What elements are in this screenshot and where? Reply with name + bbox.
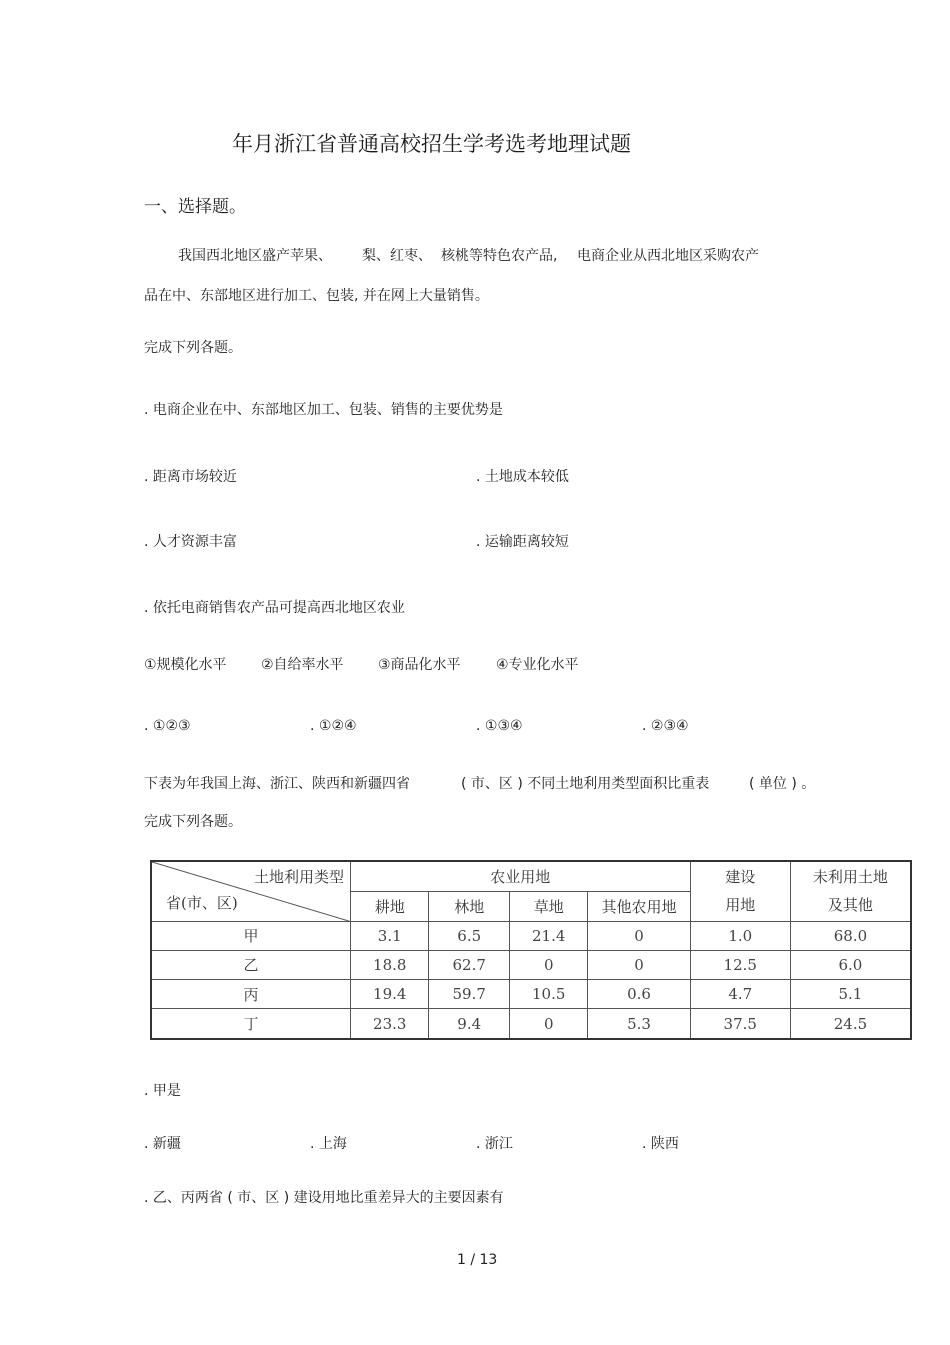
q2-option-a: . ①②③: [144, 718, 191, 734]
corner-top-label: 土地利用类型: [253, 868, 344, 886]
cell-value: 6.5: [429, 921, 509, 950]
cell-value: 12.5: [690, 950, 790, 979]
cell-value: 59.7: [429, 980, 509, 1009]
page-title: 年月浙江省普通高校招生学考选考地理试题: [232, 132, 631, 156]
cell-value: 0: [588, 921, 690, 950]
cell-value: 9.4: [429, 1009, 509, 1039]
row-name: 丙: [151, 980, 350, 1009]
cell-value: 6.0: [790, 950, 911, 979]
q1-option-a: . 距离市场较近: [144, 469, 237, 485]
table-row: [151, 1009, 911, 1039]
cell-value: 5.3: [588, 1009, 690, 1039]
cell-value: 23.3: [350, 1009, 429, 1039]
q2-item-1: ①规模化水平: [144, 657, 227, 673]
table-corner-header: [151, 861, 350, 921]
table-row: [151, 950, 911, 979]
cell-value: 68.0: [790, 921, 911, 950]
header-construction-line2: 用地: [725, 896, 756, 915]
header-construction-line1: 建设: [725, 868, 756, 887]
header-arable: 耕地: [350, 891, 429, 921]
q1-stem: . 电商企业在中、东部地区加工、包装、销售的主要优势是: [144, 402, 503, 418]
section-heading: 一、选择题。: [144, 197, 246, 217]
header-unused-line2: 及其他: [827, 896, 873, 915]
table-row: [151, 921, 911, 950]
header-unused-line1: 未利用土地: [812, 868, 888, 887]
table-intro-part3: ( 单位 ) 。: [749, 776, 816, 792]
q3-stem: . 甲是: [144, 1083, 181, 1099]
intro-line1-part3: 核桃等特色农产品,: [441, 248, 558, 264]
row-name: 乙: [151, 950, 350, 979]
cell-value: 3.1: [350, 921, 429, 950]
q2-option-c: . ①③④: [476, 718, 523, 734]
header-other-agri: 其他农用地: [588, 891, 690, 921]
cell-value: 62.7: [429, 950, 509, 979]
q3-option-c: . 浙江: [476, 1136, 513, 1152]
row-name: 丁: [151, 1009, 350, 1039]
land-use-table: [150, 860, 912, 1040]
cell-value: 19.4: [350, 980, 429, 1009]
q2-item-3: ③商品化水平: [378, 657, 461, 673]
cell-value: 10.5: [509, 980, 588, 1009]
cell-value: 0.6: [588, 980, 690, 1009]
corner-bottom-label: 省(市、区): [166, 893, 238, 912]
cell-value: 5.1: [790, 980, 911, 1009]
cell-value: 1.0: [690, 921, 790, 950]
q1-option-d: . 运输距离较短: [476, 534, 569, 550]
cell-value: 37.5: [690, 1009, 790, 1039]
q2-option-d: . ②③④: [642, 718, 689, 734]
cell-value: 0: [509, 1009, 588, 1039]
cell-value: 18.8: [350, 950, 429, 979]
q3-option-d: . 陕西: [642, 1136, 679, 1152]
cell-value: 0: [509, 950, 588, 979]
cell-value: 24.5: [790, 1009, 911, 1039]
intro-line1-part2: 梨、红枣、: [362, 248, 432, 264]
header-construction-land: [690, 861, 790, 921]
intro-line1-part1: 我国西北地区盛产苹果、: [178, 248, 332, 264]
table-row: [151, 980, 911, 1009]
q2-option-b: . ①②④: [310, 718, 357, 734]
table-intro-part2: ( 市、区 ) 不同土地利用类型面积比重表: [461, 776, 710, 792]
cell-value: 4.7: [690, 980, 790, 1009]
header-unused-land: [790, 861, 911, 921]
intro-line2: 品在中、东部地区进行加工、包装, 并在网上大量销售。: [144, 288, 489, 304]
q1-option-b: . 土地成本较低: [476, 469, 569, 485]
intro-instruction: 完成下列各题。: [144, 340, 242, 356]
header-agri-land: 农业用地: [350, 861, 690, 891]
table-instruction: 完成下列各题。: [144, 814, 242, 830]
header-forest: 林地: [429, 891, 509, 921]
q3-option-a: . 新疆: [144, 1136, 181, 1152]
q2-stem: . 依托电商销售农产品可提高西北地区农业: [144, 600, 405, 616]
q3-option-b: . 上海: [310, 1136, 347, 1152]
header-grassland: 草地: [509, 891, 588, 921]
row-name: 甲: [151, 921, 350, 950]
q1-option-c: . 人才资源丰富: [144, 534, 237, 550]
table-intro-part1: 下表为年我国上海、浙江、陕西和新疆四省: [144, 776, 410, 792]
cell-value: 0: [588, 950, 690, 979]
cell-value: 21.4: [509, 921, 588, 950]
q2-item-4: ④专业化水平: [496, 657, 579, 673]
page-number: 1 / 13: [457, 1252, 498, 1268]
q2-item-2: ②自给率水平: [261, 657, 344, 673]
q4-stem: . 乙、丙两省 ( 市、区 ) 建设用地比重差异大的主要因素有: [144, 1190, 504, 1206]
intro-line1-part4: 电商企业从西北地区采购农产: [577, 248, 759, 264]
